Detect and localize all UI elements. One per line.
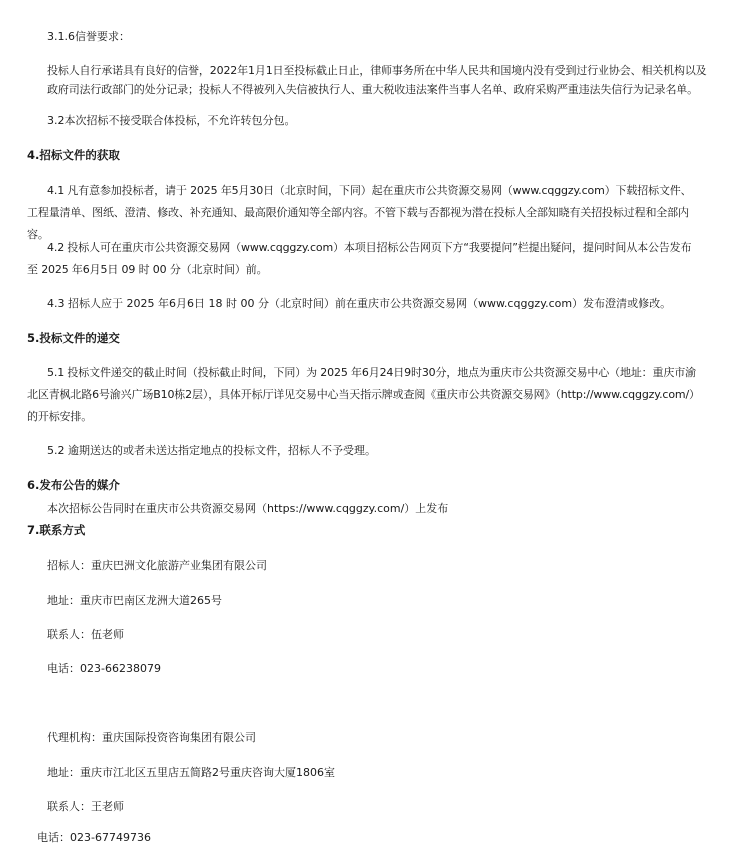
agency-contact: 联系人：王老师: [47, 800, 124, 813]
heading-section-7: 7.联系方式: [27, 523, 86, 537]
tenderer-contact: 联系人：伍老师: [47, 628, 124, 641]
section-3-1-6-label: 3.1.6信誉要求：: [47, 30, 130, 43]
tenderer-phone: 电话：023-66238079: [47, 662, 161, 675]
tenderer-address: 地址：重庆市巴南区龙洲大道265号: [47, 594, 222, 607]
section-3-1-6-text: 投标人自行承诺具有良好的信誉，2022年1月1日至投标截止日止，律师事务所在中华人民共和国境内没有受到过行业协会、相关机构以及政府司法行政部门的处分记录；投标人不得被列入失信被执行人、重大税收违法案件当事人名单、政府采购严重违法失信行为记录名单。: [47, 64, 707, 96]
paragraph-5-1: 5.1 投标文件递交的截止时间（投标截止时间，下同）为 2025 年6月24日9时30分，地点为重庆市公共资源交易中心（地址：重庆市渝北区青枫北路6号渝兴广场B10栋2层），具体开标厅详见交易中心当天指示牌或查阅《重庆市公共资源交易网》（http://www.cqggzy.com/）的开标安排。: [27, 366, 700, 423]
paragraph-6: 本次招标公告同时在重庆市公共资源交易网（https://www.cqggzy.com/）上发布: [47, 502, 449, 515]
heading-section-4: 4.招标文件的获取: [27, 148, 120, 162]
paragraph-4-2: 4.2 投标人可在重庆市公共资源交易网（www.cqggzy.com）本项目招标公告网页下方“我要提问”栏提出疑问，提问时间从本公告发布至 2025 年6月5日 09 时 00 分（北京时间）前。: [27, 241, 692, 276]
agency-phone: 电话：023-67749736: [37, 831, 151, 844]
tenderer-name: 招标人：重庆巴洲文化旅游产业集团有限公司: [47, 559, 267, 572]
heading-section-5: 5.投标文件的递交: [27, 331, 120, 345]
agency-address: 地址：重庆市江北区五里店五简路2号重庆咨询大厦1806室: [47, 766, 335, 779]
heading-section-6: 6.发布公告的媒介: [27, 478, 120, 492]
paragraph-5-2: 5.2 逾期送达的或者未送达指定地点的投标文件，招标人不予受理。: [47, 444, 376, 457]
section-3-2: 3.2本次招标不接受联合体投标，不允许转包分包。: [47, 114, 296, 127]
paragraph-4-1: 4.1 凡有意参加投标者，请于 2025 年5月30日（北京时间，下同）起在重庆市公共资源交易网（www.cqggzy.com）下载招标文件、工程量清单、图纸、澄清、修改、补充通知、最高限价通知等全部内容。不管下载与否都视为潜在投标人全部知晓有关招投标过程和全部内容。: [27, 184, 692, 241]
agency-name: 代理机构：重庆国际投资咨询集团有限公司: [47, 731, 256, 744]
paragraph-4-3: 4.3 招标人应于 2025 年6月6日 18 时 00 分（北京时间）前在重庆市公共资源交易网（www.cqggzy.com）发布澄清或修改。: [47, 297, 672, 310]
